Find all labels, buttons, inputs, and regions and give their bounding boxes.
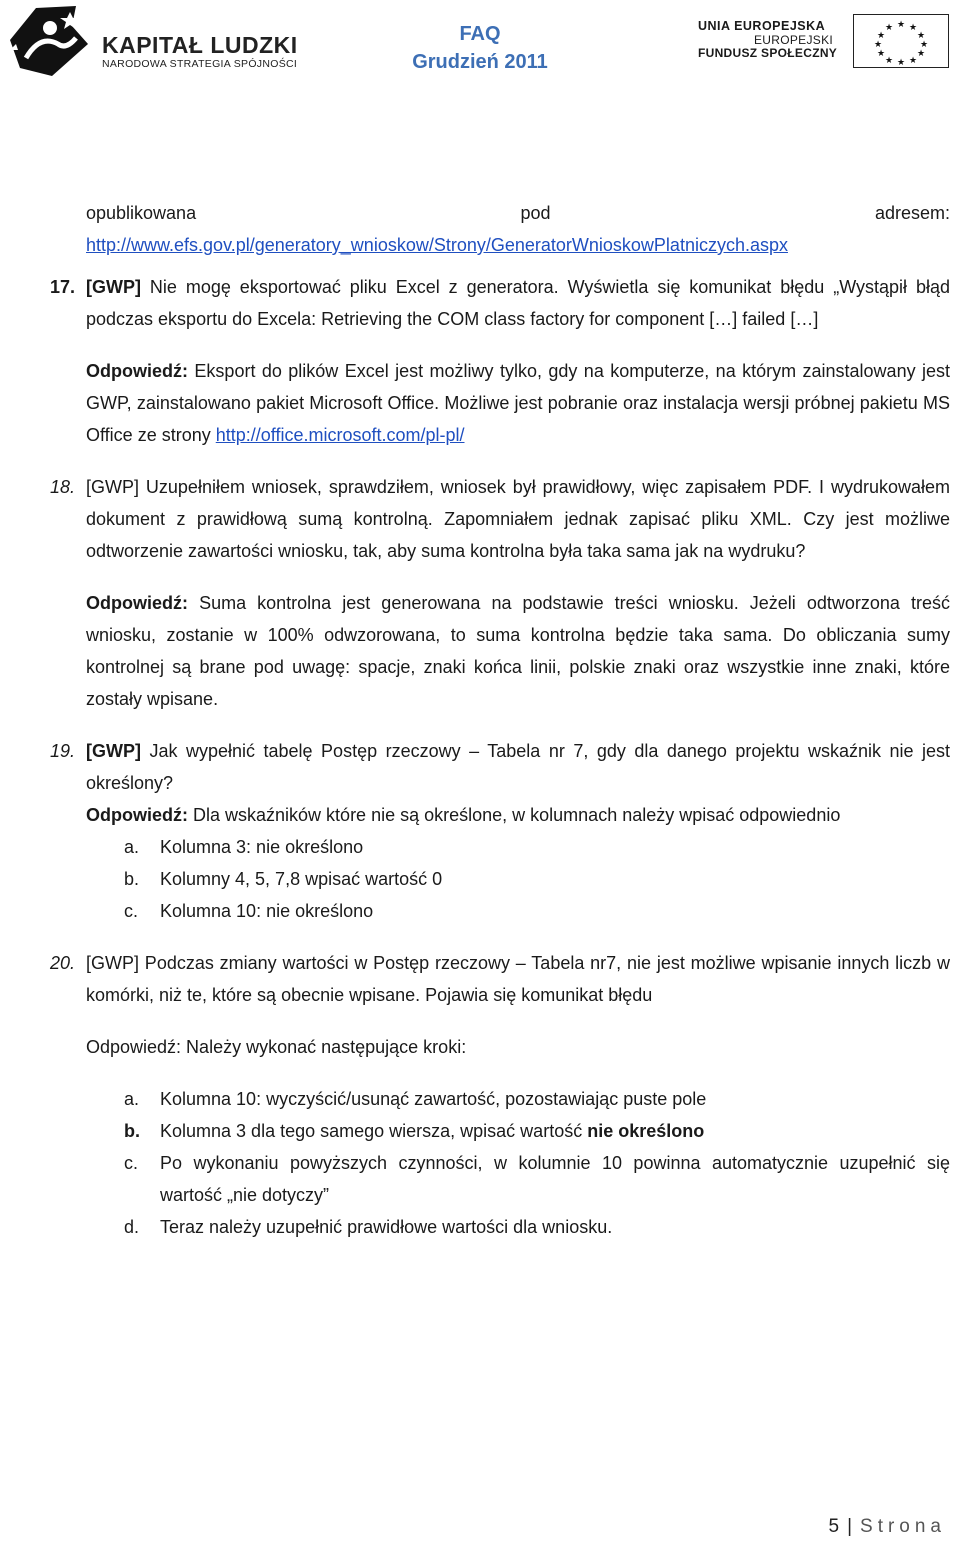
intro-word-1: opublikowana	[86, 203, 197, 223]
list-text: Teraz należy uzupełnić prawidłowe wartości dla wniosku.	[160, 1217, 613, 1237]
list-text: Kolumna 10: nie określono	[160, 901, 374, 921]
document-body	[50, 197, 950, 1243]
item-tag: [GWP]	[86, 741, 141, 761]
answer-18	[86, 587, 950, 715]
list-letter: b.	[124, 1121, 140, 1141]
svg-text:★: ★	[873, 40, 883, 50]
faq-item-20	[50, 947, 950, 1011]
intro-word-2: pod	[520, 203, 551, 223]
svg-text:★: ★	[884, 23, 894, 33]
page-number: 5	[828, 1516, 840, 1537]
item-number: 19.	[50, 741, 76, 761]
header-title: FAQ	[459, 23, 501, 45]
svg-text:★: ★	[908, 56, 918, 66]
list-letter: b.	[124, 869, 140, 889]
answer-17	[86, 355, 950, 451]
eu-flag-icon	[853, 14, 949, 68]
answer-text: Dla wskaźników które nie są określone, w kolumnach należy wpisać odpowiednio	[193, 805, 841, 825]
item-number: 20.	[50, 953, 76, 973]
svg-text:★: ★	[908, 23, 918, 33]
list-item	[124, 831, 950, 863]
header-center	[380, 20, 580, 76]
svg-text:★: ★	[919, 40, 929, 50]
question-text: Jak wypełnić tabelę Postęp rzeczowy – Tabela nr 7, gdy dla danego projektu wskaźnik nie jest określony?	[86, 741, 950, 793]
item-number: 17.	[50, 277, 76, 297]
faq-item-19	[50, 735, 950, 799]
list-item	[124, 1115, 950, 1147]
answer-20-list	[86, 1083, 950, 1243]
answer-19-list	[86, 831, 950, 927]
list-text: Kolumny 4, 5, 7,8 wpisać wartość 0	[160, 869, 443, 889]
intro-line	[86, 197, 950, 229]
list-text-bold: nie określono	[587, 1121, 705, 1141]
svg-text:★: ★	[884, 56, 894, 66]
generator-url-link[interactable]: http://www.efs.gov.pl/generatory_wnioskow/Strony/GeneratorWnioskowPlatniczych.aspx	[86, 235, 788, 255]
page-footer	[829, 1516, 947, 1538]
ue-line-2: EUROPEJSKI	[754, 33, 834, 47]
question-text: Nie mogę eksportować pliku Excel z generatora. Wyświetla się komunikat błędu „Wystąpił błąd podczas eksportu do Excela: Retrieving the COM class factory for component […] failed […]	[86, 277, 950, 329]
svg-text:★: ★	[896, 58, 906, 67]
question-text: [GWP] Podczas zmiany wartości w Postęp rzeczowy – Tabela nr7, nie jest możliwe wpisanie innych liczb w komórki, niż te, które są obecnie wpisane. Pojawia się komunikat błędu	[86, 953, 950, 1005]
ue-line-1: UNIA EUROPEJSKA	[698, 19, 826, 33]
list-item	[124, 1147, 950, 1211]
page-label: Strona	[860, 1516, 946, 1537]
list-text: Kolumna 3: nie określono	[160, 837, 364, 857]
office-link[interactable]: http://office.microsoft.com/pl-pl/	[215, 425, 465, 445]
ue-line-3: FUNDUSZ SPOŁECZNY	[698, 46, 838, 60]
intro-word-3: adresem:	[874, 203, 950, 223]
ue-efs-logo	[698, 14, 954, 70]
logo-subtitle: NARODOWA STRATEGIA SPÓJNOŚCI	[102, 58, 298, 70]
list-item	[124, 863, 950, 895]
kapital-ludzki-logo	[6, 4, 326, 78]
svg-text:★: ★	[916, 49, 926, 59]
faq-item-17	[50, 271, 950, 335]
list-text: Kolumna 10: wyczyścić/usunąć zawartość, pozostawiając puste pole	[160, 1089, 707, 1109]
svg-text:★: ★	[916, 31, 926, 41]
answer-text: Eksport do plików Excel jest możliwy tylko, gdy na komputerze, na którym zainstalowany jest GWP, zainstalowano pakiet Microsoft Office. Możliwe jest pobranie oraz instalacja wersji próbnej pakietu MS Office ze strony	[86, 361, 950, 445]
list-letter: d.	[124, 1217, 140, 1237]
list-item	[124, 1211, 950, 1243]
kapital-ludzki-emblem-icon	[6, 4, 92, 78]
list-letter: a.	[124, 837, 140, 857]
list-item	[124, 1083, 950, 1115]
faq-item-18	[50, 471, 950, 567]
list-item	[124, 895, 950, 927]
answer-label: Odpowiedź:	[86, 593, 188, 613]
answer-label: Odpowiedź:	[86, 361, 188, 381]
item-number: 18.	[50, 477, 76, 497]
page-header	[0, 0, 960, 90]
answer-19	[86, 799, 950, 831]
header-date: Grudzień 2011	[412, 51, 548, 73]
question-text: [GWP] Uzupełniłem wniosek, sprawdziłem, wniosek był prawidłowy, więc zapisałem PDF. I wydrukowałem dokument z prawidłową sumą kontrolną. Zapomniałem jednak zapisać pliku XML. Czy jest możliwe odtworzenie zawartości wniosku, tak, aby suma kontrolna była taka sama jak na wydruku?	[86, 477, 950, 561]
answer-label: Odpowiedź:	[86, 805, 188, 825]
list-letter: c.	[124, 1153, 139, 1173]
list-letter: a.	[124, 1089, 140, 1109]
svg-text:★: ★	[876, 49, 886, 59]
answer-text: Suma kontrolna jest generowana na podstawie treści wniosku. Jeżeli odtworzona treść wniosku, zostanie w 100% odwzorowana, to suma kontrolna będzie taka sama. Do obliczania sumy kontrolnej są brane pod uwagę: spacje, znaki końca linii, polskie znaki oraz wszystkie inne znaki, które zostały wpisane.	[86, 593, 950, 709]
svg-text:★: ★	[876, 31, 886, 41]
list-text: Kolumna 3 dla tego samego wiersza, wpisać wartość	[160, 1121, 583, 1141]
list-letter: c.	[124, 901, 139, 921]
svg-text:★: ★	[896, 20, 906, 30]
answer-20: Odpowiedź: Należy wykonać następujące kroki:	[86, 1037, 467, 1057]
list-text: Po wykonaniu powyższych czynności, w kolumnie 10 powinna automatycznie uzupełnić się wartość „nie dotyczy”	[160, 1153, 950, 1205]
item-tag: [GWP]	[86, 277, 141, 297]
logo-title: KAPITAŁ LUDZKI	[102, 32, 298, 58]
footer-separator: |	[847, 1516, 853, 1537]
